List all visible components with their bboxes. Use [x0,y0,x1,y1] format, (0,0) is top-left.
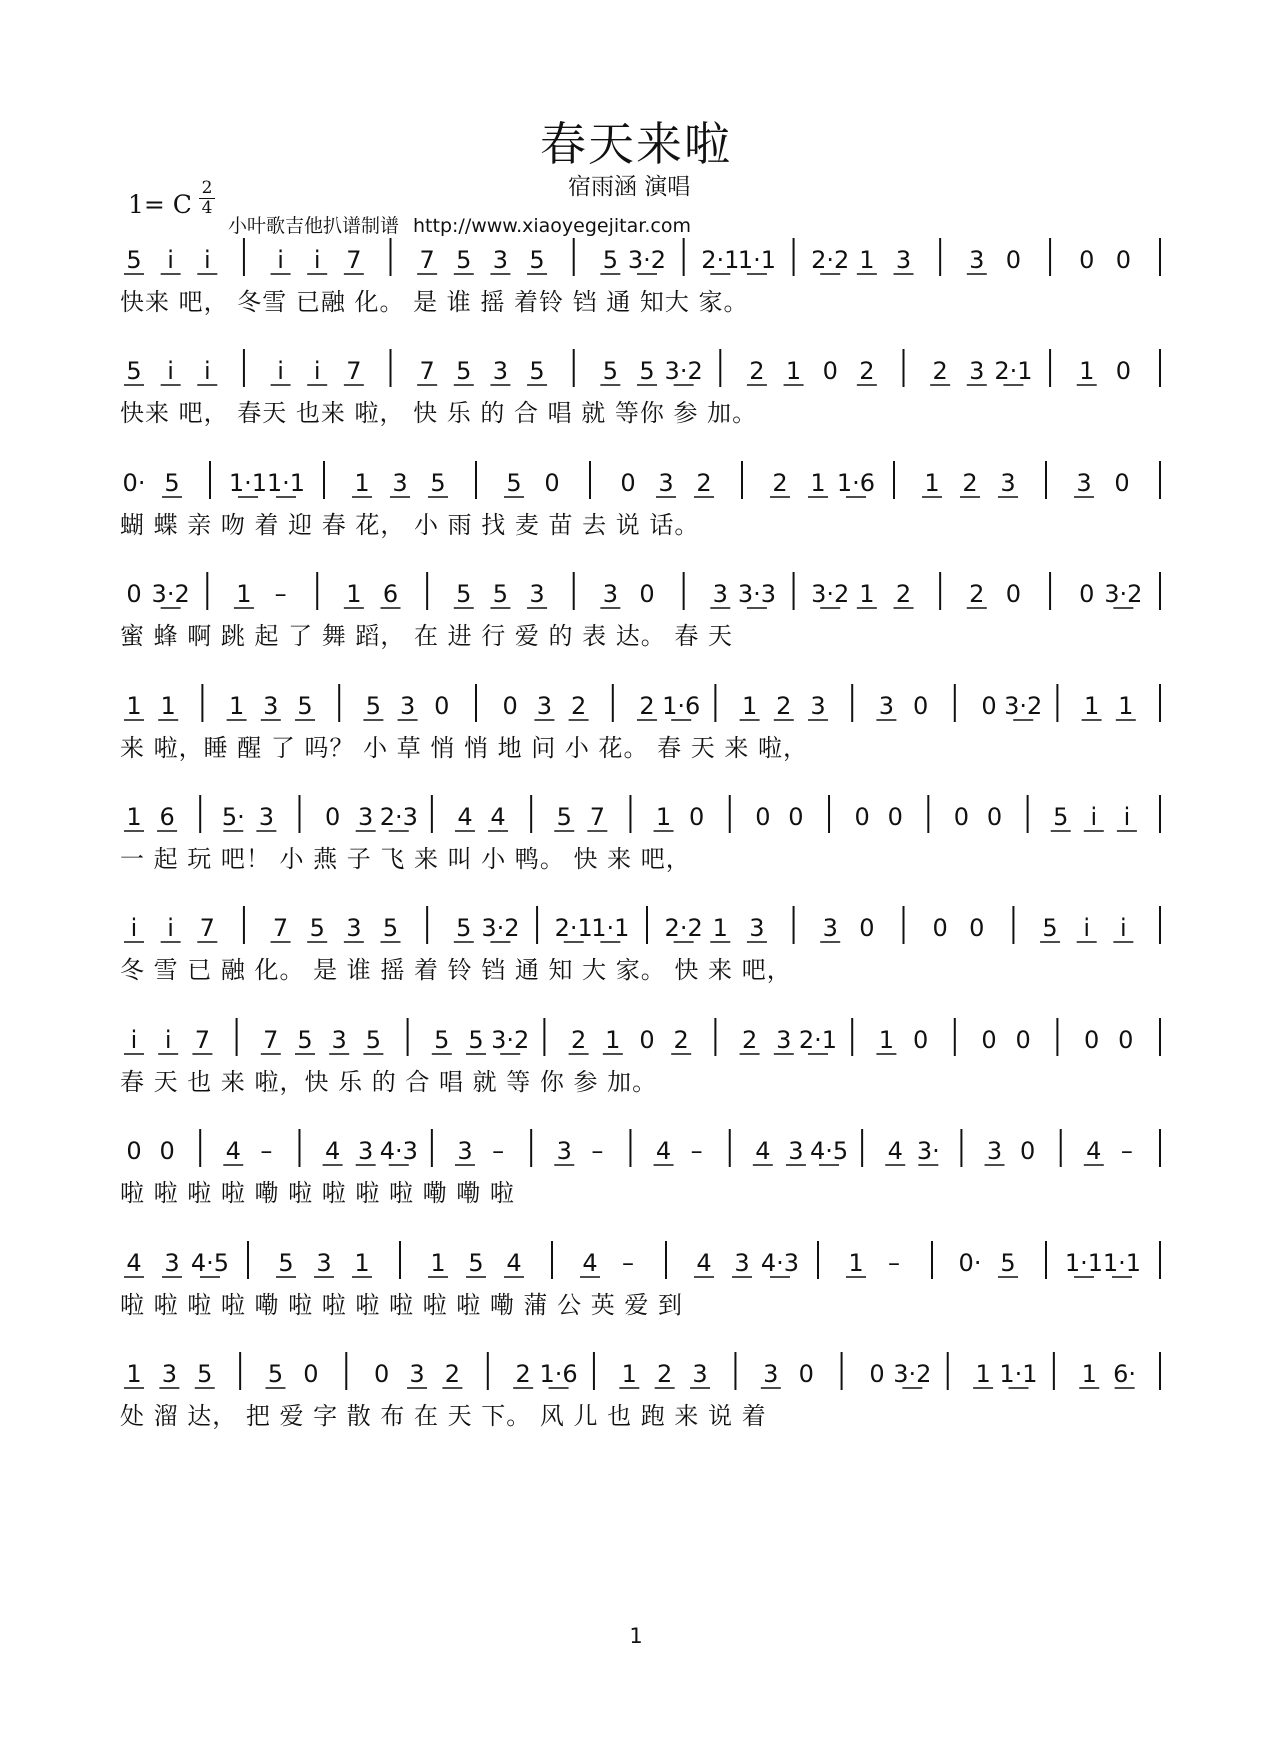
note: 1 [785,357,802,385]
note: 1·1 [1102,1249,1142,1277]
note: 0 [303,1360,319,1388]
note: 0 [953,803,970,831]
note: 2·1 [798,1026,838,1054]
note: 6 [382,580,399,608]
note: 3·2 [1004,692,1043,720]
note: 0 [798,1360,814,1388]
note: 3 [556,1137,572,1165]
note: 0 [912,1026,929,1054]
note: 0 [755,803,771,831]
note: 4 [1086,1137,1102,1165]
note: 3 [331,1026,347,1054]
note: 1 [810,469,826,497]
note: 3· [916,1137,940,1165]
note: i [1090,803,1098,831]
note: 0· [122,469,146,497]
note: 4 [755,1137,771,1165]
note: 5 [197,1360,213,1388]
note: 3·2 [664,357,703,385]
note: 2 [969,580,985,608]
key-signature: 1= C [128,190,192,219]
note: 2·1 [701,246,740,274]
note: 7 [589,803,605,831]
note: 6· [1113,1360,1137,1388]
note: i [164,1026,172,1054]
sustain-dash: – [690,1137,703,1165]
transcriber-credit [228,211,705,238]
note: 1 [1081,1360,1097,1388]
note: 1 [354,1249,370,1277]
note: 2 [962,469,978,497]
note: i [167,246,174,274]
note: 7 [419,357,435,385]
note: i [203,357,211,385]
note: 5 [529,357,545,385]
note: 3 [712,580,728,608]
note: 1·1 [266,469,306,497]
note: 3 [346,914,362,942]
note: 0 [544,469,560,497]
note: 2 [932,357,948,385]
note: 1 [605,1026,621,1054]
note: 0 [126,1137,142,1165]
note: 0 [1118,1026,1134,1054]
note: 3 [810,692,826,720]
note: 1 [346,580,362,608]
transcriber-name: 小叶歌吉他扒谱制谱 [228,215,400,237]
note: 5 [506,469,522,497]
note: 3 [536,692,553,720]
note: 7 [263,1026,279,1054]
note: 0 [620,469,636,497]
note: 2·2 [664,914,703,942]
note: 3·3 [737,580,777,608]
note: 1 [126,692,142,720]
note: 7 [199,914,215,942]
note: 0 [788,803,804,831]
note: 4 [457,803,473,831]
note: 5 [278,1249,294,1277]
note: 1 [655,803,672,831]
note: i [1120,914,1127,942]
note: 3 [969,357,985,385]
note: 3 [749,914,765,942]
note: 0 [324,803,341,831]
note: 1·6 [836,469,876,497]
note: 0 [1079,246,1095,274]
sustain-dash: – [274,580,287,608]
note: 1 [236,580,252,608]
note: i [130,914,138,942]
note: 5 [382,914,399,942]
note: 0 [1114,469,1130,497]
note: 0 [969,914,985,942]
note: 0 [981,1026,997,1054]
note: 3 [878,692,895,720]
note: 0 [1005,580,1022,608]
note: 7 [346,246,362,274]
note: 1 [621,1360,637,1388]
note: 4 [225,1137,241,1165]
note: 5 [602,357,618,385]
note: 5 [126,357,142,385]
note: 3·2 [1104,580,1143,608]
note: 1·6 [662,692,701,720]
note: 5 [267,1360,284,1388]
note: 3 [822,914,838,942]
note: 4·5 [190,1249,230,1277]
note: 4·5 [809,1137,849,1165]
lyric-line: 快来 吧， 冬雪 已融 化。 是 谁 摇 着铃 铛 通 知大 家。 [120,288,749,316]
note: 3 [602,580,618,608]
note: 0 [1115,246,1131,274]
note: 5 [556,803,572,831]
note: 1 [160,692,176,720]
note: 0 [1083,1026,1100,1054]
note: 1 [1079,357,1095,385]
note: 1·1 [999,1360,1038,1388]
note: 0 [434,692,450,720]
note: 4 [126,1249,142,1277]
note: 4 [655,1137,672,1165]
note: 3·2 [893,1360,932,1388]
note: 1·1 [737,246,777,274]
note: 2 [776,692,792,720]
note: 1 [712,914,728,942]
note: 5 [456,914,472,942]
note: 2 [741,1026,758,1054]
note: 2 [657,1360,673,1388]
note: 0 [1015,1026,1031,1054]
note: 0 [822,357,838,385]
note: 1 [859,580,875,608]
note: 0 [159,1137,175,1165]
note: 3 [692,1360,708,1388]
note: 7 [346,357,362,385]
page-number: 1 [629,1624,643,1648]
note: 2·1 [994,357,1033,385]
note: 3 [409,1360,425,1388]
note: 4·3 [379,1137,418,1165]
note: 2·2 [811,246,850,274]
note: 3 [392,469,408,497]
note: i [1083,914,1091,942]
note: 3 [776,1026,792,1054]
note: 3 [164,1249,180,1277]
note: i [277,246,284,274]
note: 5 [1000,1249,1016,1277]
note: 5 [456,357,472,385]
note: 2·3 [379,803,418,831]
lyric-line: 冬 雪 已 融 化。 是 谁 摇 着 铃 铛 通 知 大 家。 快 来 吧， [120,956,792,984]
note: 5 [468,1026,484,1054]
lyric-line: 啦 啦 啦 啦 嘞 啦 啦 啦 啦 嘞 嘞 啦 [120,1179,515,1207]
note: 0 [854,803,870,831]
note: 2 [859,357,875,385]
note: 7 [272,914,289,942]
note: 1 [859,246,875,274]
note: 3 [457,1137,473,1165]
note: 4·3 [760,1249,800,1277]
note: i [167,914,174,942]
note: 3 [986,1137,1003,1165]
note: 0 [887,803,903,831]
note: 5 [365,692,382,720]
note: 1 [878,1026,895,1054]
singer-credit: 宿雨涵 演唱 [568,174,691,200]
lyric-line: 处 溜 达， 把 爱 字 散 布 在 天 下。 风 儿 也 跑 来 说 着 [120,1402,767,1430]
lyric-line: 蝴 蝶 亲 吻 着 迎 春 花， 小 雨 找 麦 苗 去 说 话。 [120,511,700,539]
sustain-dash: – [622,1249,634,1277]
sustain-dash: – [888,1249,900,1277]
note: 1 [741,692,758,720]
note: 4 [490,803,506,831]
note: 2 [696,469,712,497]
note: 1 [1083,692,1100,720]
note: 3 [658,469,674,497]
lyric-line: 快来 吧， 春天 也来 啦， 快 乐 的 合 唱 就 等你 参 加。 [120,399,758,427]
note: 1·6 [539,1360,578,1388]
note: 0 [859,914,875,942]
note: 2 [673,1026,689,1054]
note: 5 [434,1026,450,1054]
note: 0 [126,580,142,608]
note: 7 [419,246,435,274]
note: 3 [788,1137,804,1165]
note: 3 [358,1137,374,1165]
note: 0 [502,692,518,720]
note: 5 [309,914,325,942]
note: 6 [159,803,175,831]
note: 3 [969,246,985,274]
note: 1 [1118,692,1134,720]
note: 0 [1005,246,1022,274]
sustain-dash: – [260,1137,273,1165]
note: 4 [324,1137,341,1165]
song-title: 春天来啦 [540,117,732,171]
note: 2 [570,1026,587,1054]
note: 1 [126,803,142,831]
sustain-dash: – [492,1137,505,1165]
sustain-dash: – [1120,1137,1133,1165]
note: 7 [194,1026,211,1054]
note: 0 [689,803,705,831]
note: 0 [981,692,997,720]
note: 3 [1000,469,1016,497]
note: 5 [430,469,446,497]
note: 1 [228,692,245,720]
note: 3 [895,246,912,274]
note: 1·1 [1064,1249,1104,1277]
note: 1 [430,1249,446,1277]
note: 5 [529,246,545,274]
note: 1 [126,1360,142,1388]
note: 2 [749,357,765,385]
note: 4 [696,1249,712,1277]
note: 3 [358,803,374,831]
note: 0 [986,803,1003,831]
note: 3 [1076,469,1092,497]
note: 0 [1019,1137,1036,1165]
note: 0 [639,1026,655,1054]
lyric-line: 蜜 蜂 啊 跳 起 了 舞 蹈， 在 进 行 爱 的 表 达。 春 天 [120,622,734,650]
note: 5 [164,469,180,497]
note: 2 [515,1360,531,1388]
note: 4 [582,1249,598,1277]
note: 3 [161,1360,178,1388]
note: i [203,246,211,274]
note: 0 [639,580,655,608]
transcriber-url: http://www.xiaoyegejitar.com [413,215,691,237]
time-signature-top: 2 [201,178,213,198]
note: 1 [354,469,370,497]
note: 3·2 [481,914,520,942]
note: 3 [763,1360,779,1388]
note: 5 [126,246,142,274]
note: 0 [869,1360,885,1388]
note: 0 [1115,357,1131,385]
note: 3·2 [491,1026,530,1054]
note: 5 [639,357,655,385]
note: 5 [297,692,313,720]
note: 1 [975,1360,991,1388]
note: 5 [492,580,509,608]
sustain-dash: – [591,1137,604,1165]
note: 0· [958,1249,982,1277]
lyric-line: 春 天 也 来 啦，快 乐 的 合 唱 就 等 你 参 加。 [120,1068,658,1096]
time-signature [199,180,215,217]
note: 5 [297,1026,313,1054]
note: i [167,357,174,385]
note: 2 [895,580,912,608]
note: 2 [444,1360,461,1388]
note: 5 [365,1026,382,1054]
note: 2 [639,692,655,720]
note: 1 [848,1249,864,1277]
note: i [130,1026,138,1054]
note: 1·1 [228,469,268,497]
note: 3 [734,1249,750,1277]
note: 1 [924,469,940,497]
note: 5 [602,246,618,274]
note: 4 [506,1249,522,1277]
note: 3·2 [811,580,850,608]
note: 3·2 [627,246,667,274]
note: 0 [1079,580,1095,608]
note: i [313,357,321,385]
note: 3 [399,692,416,720]
note: 3 [258,803,275,831]
note: i [313,246,321,274]
note: 3 [492,357,509,385]
note: 3 [263,692,279,720]
note: 5 [456,580,472,608]
note: 3 [529,580,545,608]
note: 5 [456,246,472,274]
lyric-line: 来 啦，睡 醒 了 吗？ 小 草 悄 悄 地 问 小 花。 春 天 来 啦， [120,734,809,762]
note: 5 [468,1249,484,1277]
note: 2 [570,692,587,720]
lyric-line: 一 起 玩 吧！ 小 燕 子 飞 来 叫 小 鸭。 快 来 吧， [120,845,691,873]
note: 0 [374,1360,390,1388]
note: 3·2 [151,580,190,608]
note: 2·1 [554,914,593,942]
note: 5 [1042,914,1058,942]
note: 0 [912,692,929,720]
note: 1·1 [591,914,630,942]
note: 3 [492,246,509,274]
note: 4 [887,1137,903,1165]
note: 3 [316,1249,332,1277]
note: i [1123,803,1131,831]
lyric-line: 啦 啦 啦 啦 嘞 啦 啦 啦 啦 啦 啦 嘞 蒲 公 英 爱 到 [120,1291,684,1319]
note: 0 [932,914,948,942]
note: 5· [221,803,245,831]
note: 2 [772,469,788,497]
note: i [277,357,284,385]
note: 5 [1053,803,1069,831]
time-signature-bottom: 4 [201,198,213,218]
